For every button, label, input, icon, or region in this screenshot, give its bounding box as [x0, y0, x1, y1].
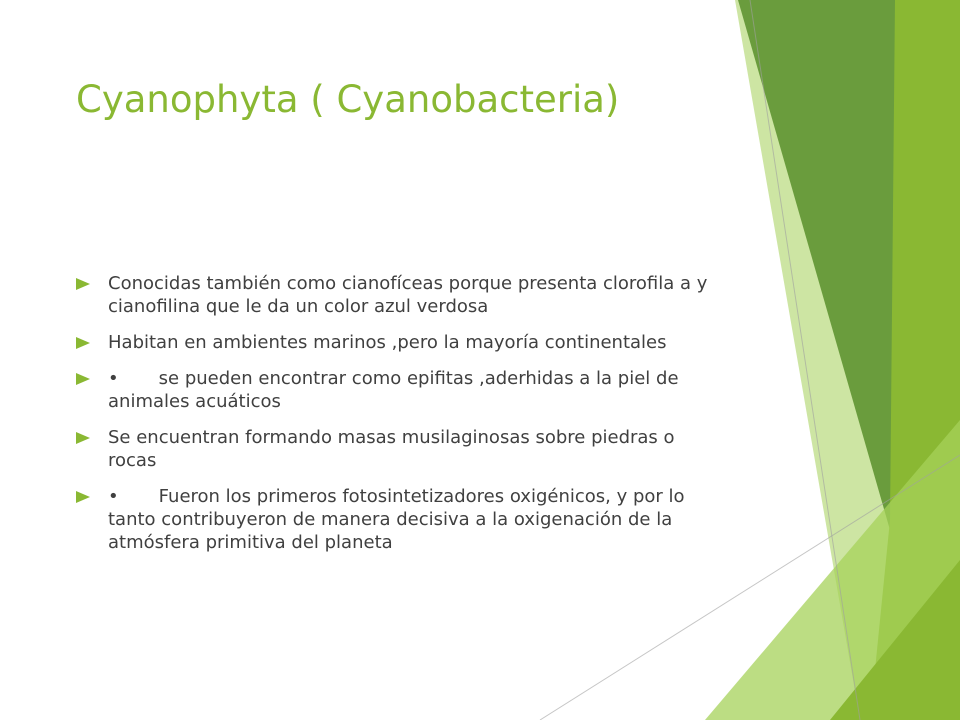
- bullet-text: Habitan en ambientes marinos ,pero la mayoría continentales: [108, 332, 667, 353]
- triangle-right-icon: [76, 278, 90, 290]
- bullet-item: [76, 367, 726, 413]
- bullet-item: [76, 485, 726, 554]
- bullet-text: Se encuentran formando masas musilaginosas sobre piedras o rocas: [108, 427, 675, 471]
- bullet-item: [76, 426, 726, 472]
- bullet-item: [76, 331, 726, 354]
- bullet-text: Conocidas también como cianofíceas porque presenta clorofila a y cianofilina que le da un color azul verdosa: [108, 273, 708, 317]
- triangle-right-icon: [76, 337, 90, 349]
- triangle-right-icon: [76, 432, 90, 444]
- bullet-text: • se pueden encontrar como epifitas ,aderhidas a la piel de animales acuáticos: [108, 368, 679, 412]
- triangle-right-icon: [76, 373, 90, 385]
- bullet-list: [76, 272, 726, 567]
- bullet-item: [76, 272, 726, 318]
- triangle-right-icon: [76, 491, 90, 503]
- bullet-text: • Fueron los primeros fotosintetizadores oxigénicos, y por lo tanto contribuyeron de manera decisiva a la oxigenación de la atmósfera primitiva del planeta: [108, 486, 685, 553]
- slide-title: Cyanophyta ( Cyanobacteria): [76, 78, 620, 121]
